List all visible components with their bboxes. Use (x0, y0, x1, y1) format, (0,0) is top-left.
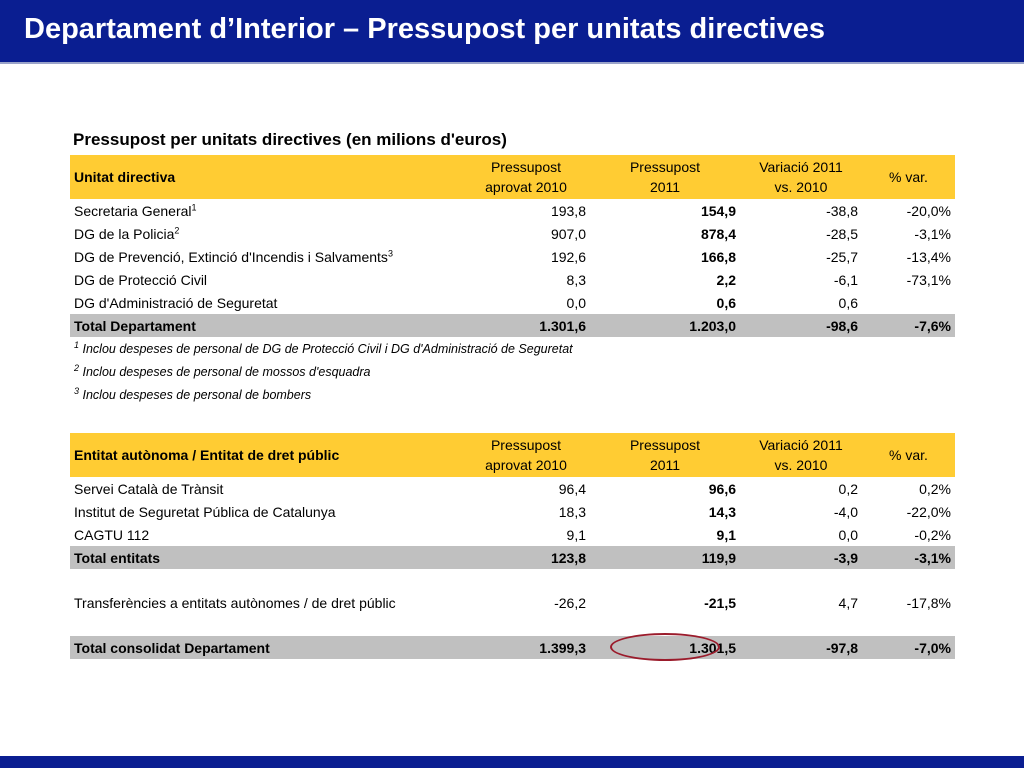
footnote: $^1$ Inclou despeses de personal de DG de Protecció Civil i DG d'Administració de Seguretat (74, 339, 573, 356)
budget-table-units (70, 155, 955, 406)
total-budget-2011: 1.203,0 (590, 314, 740, 337)
total-row (70, 314, 955, 337)
total-name: Total entitats (70, 546, 462, 569)
row-variation: 0,6 (838, 294, 858, 311)
row-variation: -28,5 (826, 225, 858, 242)
row-budget-2011: 9,1 (716, 526, 736, 543)
row-budget-2011: 96,6 (708, 480, 736, 497)
row-pct-var (862, 291, 955, 314)
transfer-row (70, 591, 955, 614)
total-row (70, 546, 955, 569)
table-row (70, 268, 955, 291)
header-budget-2011: Pressupost 2011 (590, 155, 740, 199)
row-budget-2011: 2,2 (716, 271, 736, 288)
row-pct-var: -0,2% (914, 526, 951, 543)
table-header-row (70, 155, 955, 199)
title-bar (0, 0, 1024, 64)
row-budget-2010: 8,3 (566, 271, 586, 288)
page-title: Departament d’Interior – Pressupost per unitats directives (24, 13, 825, 45)
consolidated-name: Total consolidat Departament (70, 636, 462, 659)
total-budget-2011: 119,9 (590, 546, 740, 569)
header-unit: Unitat directiva (70, 155, 462, 199)
header-budget-2010: Pressupost aprovat 2010 (462, 433, 590, 477)
row-budget-2011: 0,6 (716, 294, 736, 311)
header-variation: Variació 2011 vs. 2010 (740, 433, 862, 477)
table-subtitle: Pressupost per unitats directives (en milions d'euros) (73, 130, 507, 149)
transfer-budget-2010: -26,2 (554, 594, 586, 611)
spacer-row (70, 614, 955, 636)
footnote: $^3$ Inclou despeses de personal de bombers (74, 385, 312, 402)
table-row (70, 291, 955, 314)
row-pct-var: -13,4% (906, 248, 951, 265)
row-name: DG d'Administració de Seguretat (74, 294, 278, 311)
row-pct-var: -73,1% (906, 271, 951, 288)
transfer-pct-var: -17,8% (906, 594, 951, 611)
highlight-ellipse (610, 633, 720, 661)
transfer-budget-2011: -21,5 (704, 594, 736, 611)
consolidated-total-row (70, 636, 955, 659)
consolidated-budget-2010: 1.399,3 (462, 636, 590, 659)
footer-bar (0, 756, 1024, 768)
header-budget-2010: Pressupost aprovat 2010 (462, 155, 590, 199)
total-budget-2010: 123,8 (462, 546, 590, 569)
row-budget-2011: 166,8 (700, 248, 736, 265)
transfer-variation: 4,7 (838, 594, 858, 611)
row-budget-2010: 0,0 (566, 294, 586, 311)
header-pct-var: % var. (862, 155, 955, 199)
total-pct-var: -7,6% (862, 314, 955, 337)
row-budget-2010: 18,3 (558, 503, 586, 520)
row-variation: -6,1 (833, 271, 858, 288)
total-name: Total Departament (70, 314, 462, 337)
consolidated-budget-2011: 1.301,5 (590, 636, 740, 659)
total-variation: -3,9 (740, 546, 862, 569)
total-variation: -98,6 (740, 314, 862, 337)
row-pct-var: -3,1% (914, 225, 951, 242)
table-header-row (70, 433, 955, 477)
spacer-row (70, 569, 955, 591)
row-variation: -25,7 (826, 248, 858, 265)
header-pct-var: % var. (862, 433, 955, 477)
table-row (70, 245, 955, 268)
budget-table-entities (70, 433, 955, 659)
table-row (70, 523, 955, 546)
row-budget-2011: 154,9 (700, 202, 736, 219)
row-budget-2010: 193,8 (550, 202, 586, 219)
row-pct-var: -22,0% (906, 503, 951, 520)
row-budget-2010: 192,6 (550, 248, 586, 265)
total-budget-2010: 1.301,6 (462, 314, 590, 337)
table-row (70, 199, 955, 222)
row-budget-2010: 907,0 (550, 225, 586, 242)
consolidated-pct-var: -7,0% (862, 636, 955, 659)
row-budget-2011: 878,4 (700, 225, 736, 242)
row-name: Institut de Seguretat Pública de Catalunya (74, 503, 336, 520)
row-budget-2011: 14,3 (708, 503, 736, 520)
row-pct-var: 0,2% (919, 480, 951, 497)
total-pct-var: -3,1% (862, 546, 955, 569)
row-name: Servei Català de Trànsit (74, 480, 224, 497)
row-name: DG de Protecció Civil (74, 271, 208, 288)
consolidated-variation: -97,8 (740, 636, 862, 659)
transfer-name: Transferències a entitats autònomes / de dret públic (74, 594, 396, 611)
table-row (70, 222, 955, 245)
row-variation: 0,2 (838, 480, 858, 497)
row-pct-var: -20,0% (906, 202, 951, 219)
row-variation: 0,0 (838, 526, 858, 543)
header-budget-2011: Pressupost 2011 (590, 433, 740, 477)
row-name: DG de la Policia$^2$ (74, 224, 180, 242)
row-name: CAGTU 112 (74, 526, 150, 543)
header-entity: Entitat autònoma / Entitat de dret públic (70, 433, 462, 477)
header-variation: Variació 2011 vs. 2010 (740, 155, 862, 199)
footnote: $^2$ Inclou despeses de personal de mossos d'esquadra (74, 362, 371, 379)
row-budget-2010: 96,4 (558, 480, 586, 497)
table-row (70, 477, 955, 500)
row-budget-2010: 9,1 (566, 526, 586, 543)
table-row (70, 500, 955, 523)
row-name: DG de Prevenció, Extinció d'Incendis i Salvaments$^3$ (74, 247, 393, 265)
row-variation: -38,8 (826, 202, 858, 219)
row-variation: -4,0 (833, 503, 858, 520)
row-name: Secretaria General$^1$ (74, 201, 197, 219)
